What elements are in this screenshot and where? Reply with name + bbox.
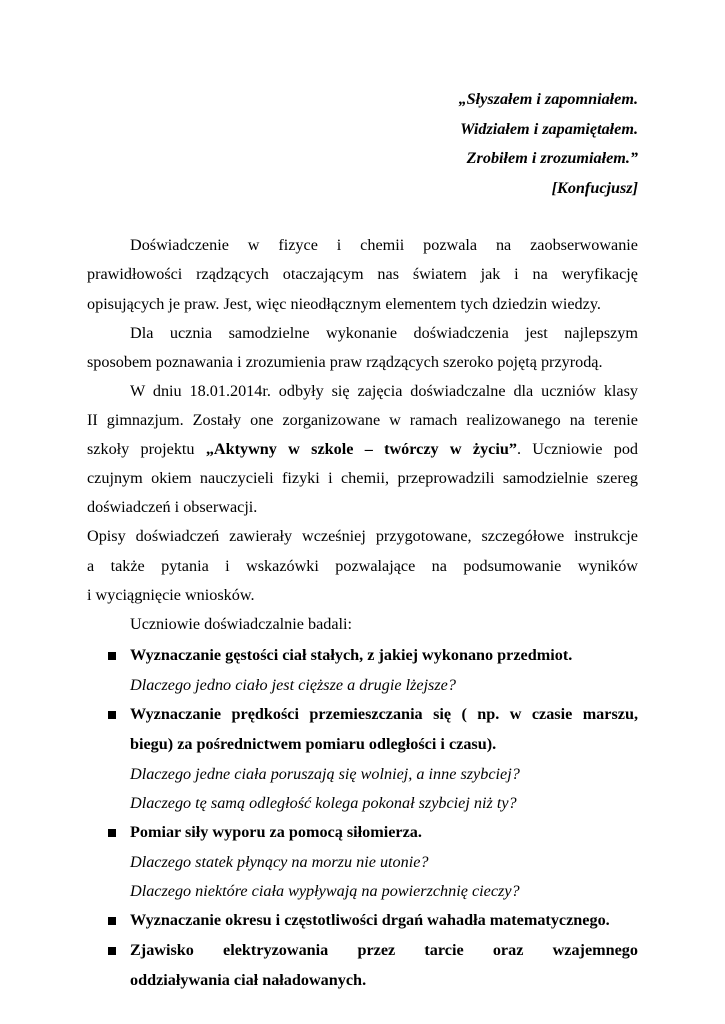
bullet-icon (108, 711, 116, 719)
paragraph-3-line-2: II gimnazjum. Zostały one zorganizowane w ramach realizowanego na terenie (87, 411, 638, 429)
list-item-1-title: Wyznaczanie gęstości ciał stałych, z jakiej wykonano przedmiot. (130, 646, 573, 664)
quote-line-3: Zrobiłem i zrozumiałem.” (466, 149, 638, 167)
paragraph-2-line-2: sposobem poznawania i zrozumienia praw rządzących szeroko pojętą przyrodą. (87, 353, 603, 371)
paragraph-3-line-1: W dniu 18.01.2014r. odbyły się zajęcia doświadczalne dla uczniów klasy (130, 382, 638, 400)
bullet-icon (108, 947, 116, 955)
list-item-2-title-1: Wyznaczanie prędkości przemieszczania się ( np. w czasie marszu, (130, 705, 638, 723)
paragraph-2-line-1: Dla ucznia samodzielne wykonanie doświadczenia jest najlepszym (130, 324, 638, 342)
quote-author: [Konfucjusz] (551, 179, 638, 197)
paragraph-3-line-4: czujnym okiem nauczycieli fizyki i chemii, przeprowadzili samodzielnie szereg (87, 469, 638, 487)
list-item-5-title-2: oddziaływania ciał naładowanych. (130, 971, 367, 989)
list-item-3-title: Pomiar siły wyporu za pomocą siłomierza. (130, 823, 422, 841)
list-item-5-title-1: Zjawisko elektryzowania przez tarcie oraz wzajemnego (130, 941, 638, 959)
list-intro: Uczniowie doświadczalnie badali: (130, 615, 353, 633)
list-item-2-title-2: biegu) za pośrednictwem pomiaru odległości i czasu). (130, 735, 497, 753)
project-name: „Aktywny w szkole – twórczy w życiu” (205, 440, 517, 458)
paragraph-3-text: szkoły projektu (87, 440, 195, 458)
list-item-2-question-2: Dlaczego tę samą odległość kolega pokonał szybciej niż ty? (130, 794, 517, 812)
paragraph-3-line-5: doświadczeń i obserwacji. (87, 498, 258, 516)
paragraph-4-line-3: i wyciągnięcie wniosków. (87, 586, 255, 604)
list-item-3-question-2: Dlaczego niektóre ciała wypływają na powierzchnię cieczy? (130, 882, 520, 900)
list-item-1-question-1: Dlaczego jedno ciało jest cięższe a drugie lżejsze? (130, 676, 456, 694)
paragraph-1-line-1: Doświadczenie w fizyce i chemii pozwala na zaobserwowanie (130, 236, 638, 254)
paragraph-3-line-3 (87, 439, 638, 459)
list-item-2-question-1: Dlaczego jedne ciała poruszają się wolniej, a inne szybciej? (130, 765, 520, 783)
paragraph-1-line-2: prawidłowości rządzących otaczającym nas światem jak i na weryfikację (87, 265, 638, 283)
paragraph-4-line-1: Opisy doświadczeń zawierały wcześniej przygotowane, szczegółowe instrukcje (87, 527, 638, 545)
bullet-icon (108, 652, 116, 660)
paragraph-4-line-2: a także pytania i wskazówki pozwalające na podsumowanie wyników (87, 557, 638, 575)
list-item-4-title: Wyznaczanie okresu i częstotliwości drgań wahadła matematycznego. (130, 911, 610, 929)
bullet-icon (108, 829, 116, 837)
list-item-3-question-1: Dlaczego statek płynący na morzu nie utonie? (130, 853, 429, 871)
paragraph-1-line-3: opisujących je praw. Jest, więc nieodłącznym elementem tych dziedzin wiedzy. (87, 295, 601, 313)
paragraph-3-text-end: . Uczniowie pod (516, 440, 639, 458)
quote-line-2: Widziałem i zapamiętałem. (460, 120, 638, 138)
quote-line-1: „Słyszałem i zapomniałem. (458, 90, 638, 108)
bullet-icon (108, 917, 116, 925)
